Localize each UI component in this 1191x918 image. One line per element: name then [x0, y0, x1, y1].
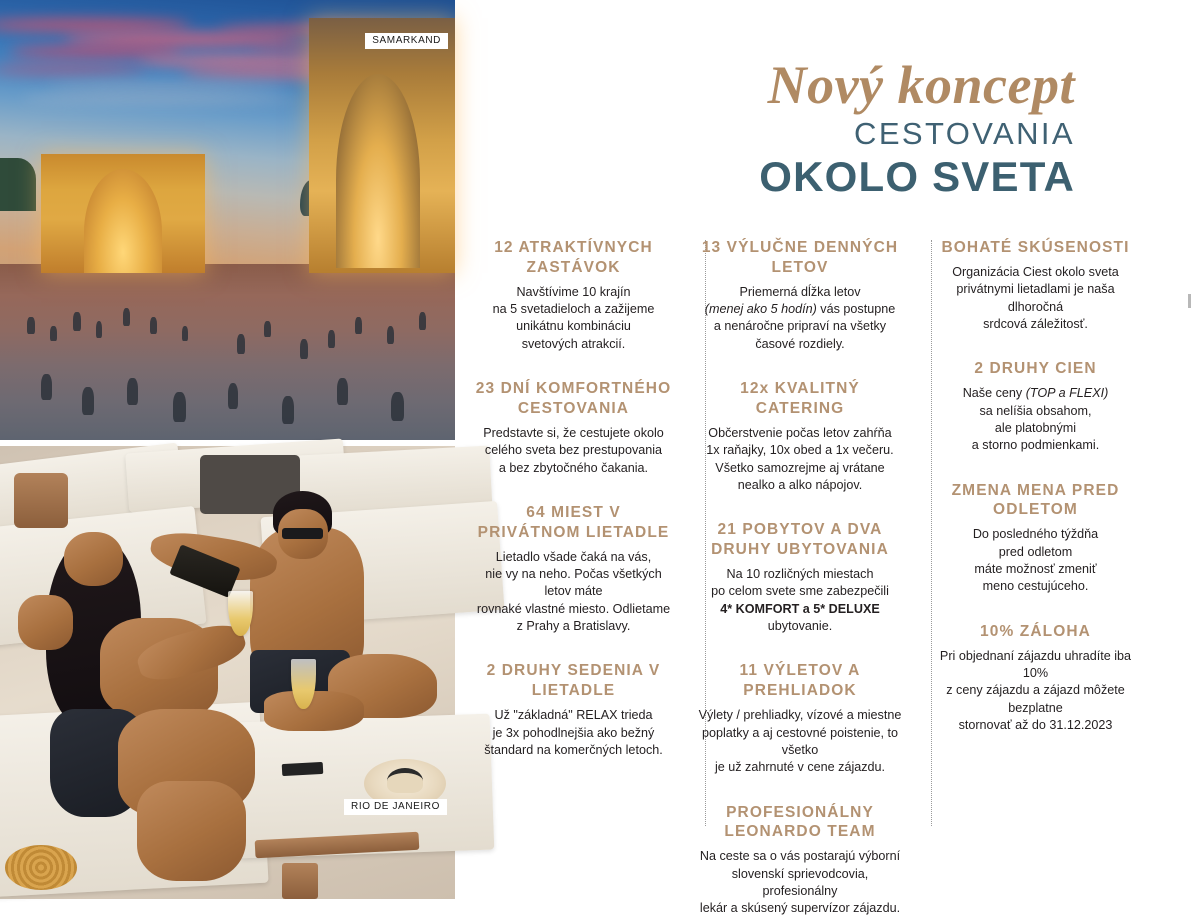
feature-block: [473, 503, 674, 636]
feature-body: Navštívime 10 krajín na 5 svetadieloch a zažijeme unikátnu kombináciu svetových atrakcií.: [492, 284, 655, 351]
feature-block: [928, 622, 1143, 735]
photo-caption-samarkand: SAMARKAND: [365, 33, 448, 49]
feature-column-2: [686, 238, 914, 918]
feature-body: Už "základná" RELAX trieda je 3x pohodlnejšia ako bežný štandard na komerčných letoch.: [484, 708, 663, 757]
feature-heading: BOHATÉ SKÚSENOSTI: [941, 239, 1130, 256]
photo-caption-rio: RIO DE JANEIRO: [344, 799, 447, 815]
headline-script: Nový koncept: [767, 55, 1075, 115]
headline-main: OKOLO SVETA: [759, 152, 1075, 200]
feature-column-1: [473, 238, 686, 759]
feature-block: [698, 238, 902, 353]
feature-heading: 12 ATRAKTÍVNYCH ZASTÁVOK: [494, 239, 653, 276]
feature-heading: 13 VÝLUČNE DENNÝCH LETOV: [701, 239, 899, 276]
feature-body: Lietadlo všade čaká na vás, nie vy na neho. Počas všetkých letov máte rovnaké vlastné miesto. Odlietame z Prahy a Bratislavy.: [476, 549, 671, 634]
sunglasses-icon: [282, 528, 323, 540]
feature-heading: ZMENA MENA PRED ODLETOM: [951, 481, 1120, 519]
feature-block: [928, 481, 1143, 596]
feature-block: [698, 379, 902, 494]
content-area: [455, 0, 1191, 916]
headline-subtitle: CESTOVANIA: [854, 116, 1075, 151]
feature-column-3: [914, 238, 1143, 735]
madrasah-right: [309, 18, 455, 273]
feature-body: Na 10 rozličných miestach po celom svete sme zabezpečili 4* KOMFORT a 5* DELUXE ubytovanie.: [711, 566, 889, 634]
rio-photo: [0, 446, 455, 899]
feature-body: Predstavte si, že cestujete okolo celého sveta bez prestupovania a bez zbytočného čakania.: [483, 425, 664, 475]
feature-heading: 12x KVALITNÝ CATERING: [740, 380, 860, 417]
feature-block: [928, 359, 1143, 454]
feature-body: Na ceste sa o vás postarajú výborní slovenskí sprievodcovia, profesionálny lekár a skúsený supervízor zájazdu.: [699, 849, 901, 916]
feature-block: [928, 238, 1143, 333]
feature-body: Do posledného týždňa pred odletom máte možnosť zmeniť meno cestujúceho.: [972, 527, 1099, 594]
page-headline: [455, 55, 1075, 200]
woven-mat: [5, 845, 78, 890]
feature-heading: 23 DNÍ KOMFORTNÉHO CESTOVANIA: [475, 380, 672, 417]
feature-body: Priemerná dĺžka letov (menej ako 5 hodín) vás postupne a nenáročne pripraví na všetky časové rozdiely.: [704, 284, 896, 351]
feature-heading: 21 POBYTOV A DVA DRUHY UBYTOVANIA: [711, 521, 889, 559]
feature-heading: PROFESIONÁLNY LEONARDO TEAM: [724, 803, 876, 841]
feature-block: [698, 803, 902, 918]
feature-block: [698, 661, 902, 776]
madrasah-left: [41, 154, 205, 273]
registan-plaza-ground: [0, 264, 455, 440]
feature-block: [698, 520, 902, 635]
phone: [282, 762, 323, 776]
feature-heading: 2 DRUHY CIEN: [974, 360, 1097, 378]
feature-block: [473, 661, 674, 759]
feature-heading: 11 VÝLETOV A PREHLIADOK: [739, 662, 861, 700]
feature-body: Výlety / prehliadky, vízové a miestne poplatky a aj cestovné poistenie, to všetko je už zahrnuté v cene zájazdu.: [698, 708, 902, 775]
photo-column: [0, 0, 455, 899]
feature-heading: 10% ZÁLOHA: [980, 622, 1091, 640]
samarkand-photo: [0, 0, 455, 440]
feature-columns: [473, 238, 1191, 918]
feature-body: Naše ceny (TOP a FLEXI) sa nelíšia obsahom, ale platobnými a storno podmienkami.: [962, 386, 1109, 453]
feature-body: Organizácia Ciest okolo sveta privátnymi lietadlami je naša dlhoročná srdcová záležitosť.: [952, 264, 1119, 331]
feature-heading: 64 MIEST V PRIVÁTNOM LIETADLE: [477, 503, 670, 541]
feature-heading: 2 DRUHY SEDENIA V LIETADLE: [486, 662, 661, 700]
feature-body: Pri objednaní zájazdu uhradíte iba 10% z ceny zájazdu a zájazd môžete bezplatne stornovať až do 31.12.2023: [939, 648, 1132, 733]
foliage: [0, 158, 36, 211]
feature-body: Občerstvenie počas letov zahŕňa 1x raňajky, 10x obed a 1x večeru. Všetko samozrejme aj vrátane nealko a alko nápojov.: [706, 425, 894, 492]
feature-block: [473, 238, 674, 353]
feature-block: [473, 379, 674, 477]
